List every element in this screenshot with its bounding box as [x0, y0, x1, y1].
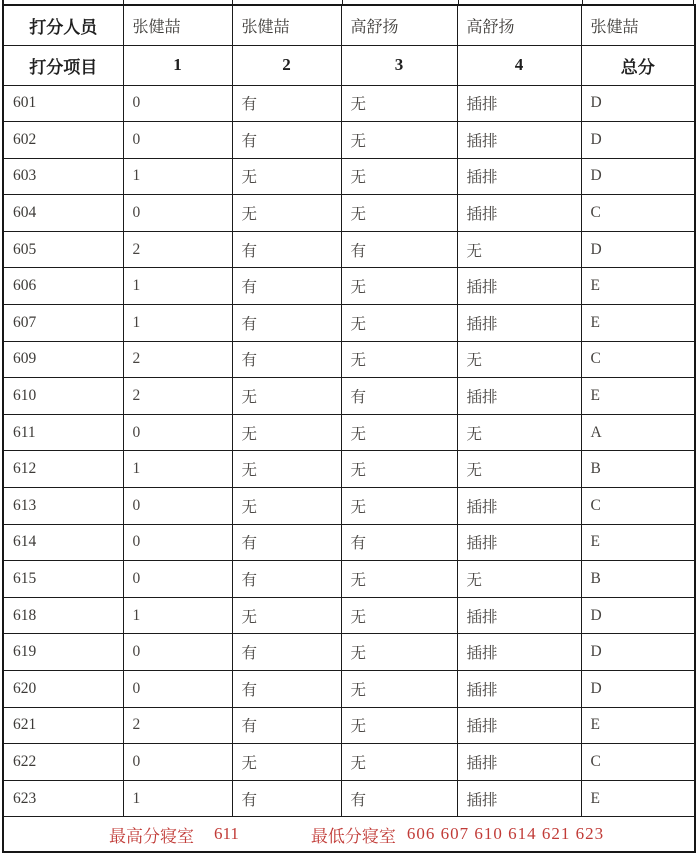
- item-row-label: 打分项目: [3, 45, 123, 85]
- score-item-1: 2: [123, 378, 232, 415]
- room-number: 619: [3, 634, 123, 671]
- score-item-4: 插排: [457, 158, 581, 195]
- score-item-1: 1: [123, 597, 232, 634]
- score-item-4: 插排: [457, 305, 581, 342]
- item-header-2: 2: [232, 45, 341, 85]
- room-number: 612: [3, 451, 123, 488]
- column-rule-stub: [459, 0, 583, 4]
- scorer-name-total: 张健喆: [581, 5, 695, 45]
- table-row: [3, 378, 695, 415]
- score-item-3: 有: [341, 231, 457, 268]
- total-grade: E: [581, 378, 695, 415]
- score-item-2: 有: [232, 341, 341, 378]
- score-item-3: 无: [341, 195, 457, 232]
- score-item-3: 无: [341, 744, 457, 781]
- score-item-2: 无: [232, 195, 341, 232]
- table-row: [3, 231, 695, 268]
- score-item-3: 无: [341, 305, 457, 342]
- table-row: [3, 524, 695, 561]
- room-number: 620: [3, 671, 123, 708]
- scorer-name-2: 张健喆: [232, 5, 341, 45]
- item-header-row: [3, 45, 695, 85]
- table-row: [3, 707, 695, 744]
- score-item-3: 有: [341, 524, 457, 561]
- score-item-2: 有: [232, 231, 341, 268]
- score-item-4: 插排: [457, 122, 581, 159]
- score-item-3: 无: [341, 597, 457, 634]
- score-item-1: 1: [123, 780, 232, 817]
- total-grade: D: [581, 671, 695, 708]
- score-item-4: 插排: [457, 597, 581, 634]
- score-item-3: 有: [341, 780, 457, 817]
- table-row: [3, 341, 695, 378]
- total-grade: E: [581, 524, 695, 561]
- score-item-1: 0: [123, 744, 232, 781]
- highest-room-label: 最高分寝室: [109, 826, 194, 846]
- table-row: [3, 414, 695, 451]
- score-item-2: 有: [232, 305, 341, 342]
- column-rule-stub: [343, 0, 459, 4]
- score-item-1: 2: [123, 231, 232, 268]
- total-grade: A: [581, 414, 695, 451]
- score-item-4: 插排: [457, 744, 581, 781]
- table-row: [3, 85, 695, 122]
- scoring-table: [2, 4, 696, 853]
- score-item-3: 无: [341, 341, 457, 378]
- score-item-2: 有: [232, 671, 341, 708]
- scorer-name-4: 高舒扬: [457, 5, 581, 45]
- room-number: 623: [3, 780, 123, 817]
- table-row: [3, 122, 695, 159]
- score-item-3: 无: [341, 158, 457, 195]
- score-item-3: 无: [341, 561, 457, 598]
- total-grade: E: [581, 268, 695, 305]
- score-item-4: 插排: [457, 671, 581, 708]
- room-number: 606: [3, 268, 123, 305]
- score-item-1: 1: [123, 305, 232, 342]
- lowest-room-label: 最低分寝室: [310, 826, 396, 846]
- column-rule-stub: [2, 0, 124, 4]
- item-header-3: 3: [341, 45, 457, 85]
- score-item-2: 无: [232, 414, 341, 451]
- score-item-4: 无: [457, 451, 581, 488]
- room-number: 621: [3, 707, 123, 744]
- score-item-2: 有: [232, 561, 341, 598]
- score-item-4: 插排: [457, 85, 581, 122]
- column-rule-stub: [233, 0, 342, 4]
- score-item-1: 1: [123, 451, 232, 488]
- score-item-2: 无: [232, 451, 341, 488]
- score-item-2: 有: [232, 524, 341, 561]
- total-grade: B: [581, 561, 695, 598]
- total-grade: C: [581, 341, 695, 378]
- score-item-3: 无: [341, 707, 457, 744]
- room-number: 604: [3, 195, 123, 232]
- total-grade: E: [581, 780, 695, 817]
- item-header-total: 总分: [581, 45, 695, 85]
- score-item-4: 插排: [457, 195, 581, 232]
- score-item-1: 0: [123, 488, 232, 525]
- summary-row: [3, 817, 695, 852]
- score-item-4: 插排: [457, 634, 581, 671]
- score-item-2: 有: [232, 85, 341, 122]
- room-number: 605: [3, 231, 123, 268]
- score-item-3: 无: [341, 634, 457, 671]
- column-rule-stub: [124, 0, 233, 4]
- table-top-edge: [2, 0, 694, 4]
- score-item-3: 无: [341, 122, 457, 159]
- score-item-2: 无: [232, 744, 341, 781]
- total-grade: D: [581, 231, 695, 268]
- total-grade: B: [581, 451, 695, 488]
- score-item-1: 0: [123, 122, 232, 159]
- score-item-3: 有: [341, 378, 457, 415]
- score-item-1: 0: [123, 561, 232, 598]
- score-item-3: 无: [341, 414, 457, 451]
- room-number: 618: [3, 597, 123, 634]
- total-grade: D: [581, 597, 695, 634]
- score-item-3: 无: [341, 268, 457, 305]
- item-header-1: 1: [123, 45, 232, 85]
- total-grade: E: [581, 707, 695, 744]
- scorer-name-3: 高舒扬: [341, 5, 457, 45]
- total-grade: C: [581, 195, 695, 232]
- score-item-2: 无: [232, 488, 341, 525]
- scorer-header-row: [3, 5, 695, 45]
- room-number: 615: [3, 561, 123, 598]
- score-item-1: 0: [123, 85, 232, 122]
- lowest-room-value: 606 607 610 614 621 623: [406, 824, 605, 844]
- summary-line: [13, 822, 694, 847]
- table-row: [3, 597, 695, 634]
- score-item-3: 无: [341, 488, 457, 525]
- score-item-2: 有: [232, 634, 341, 671]
- highest-room-value: 611: [214, 824, 239, 844]
- score-item-3: 无: [341, 85, 457, 122]
- score-item-4: 无: [457, 414, 581, 451]
- total-grade: C: [581, 744, 695, 781]
- summary-cell: [3, 817, 695, 852]
- score-item-4: 插排: [457, 707, 581, 744]
- score-item-4: 无: [457, 561, 581, 598]
- total-grade: E: [581, 305, 695, 342]
- score-item-1: 0: [123, 634, 232, 671]
- room-number: 613: [3, 488, 123, 525]
- score-item-4: 插排: [457, 378, 581, 415]
- score-item-2: 有: [232, 707, 341, 744]
- score-item-1: 0: [123, 524, 232, 561]
- item-header-4: 4: [457, 45, 581, 85]
- table-row: [3, 451, 695, 488]
- table-row: [3, 158, 695, 195]
- table-row: [3, 488, 695, 525]
- score-item-2: 有: [232, 268, 341, 305]
- table-row: [3, 268, 695, 305]
- total-grade: D: [581, 634, 695, 671]
- score-item-1: 0: [123, 195, 232, 232]
- score-item-4: 插排: [457, 488, 581, 525]
- room-number: 614: [3, 524, 123, 561]
- total-grade: D: [581, 158, 695, 195]
- table-row: [3, 744, 695, 781]
- score-item-1: 1: [123, 158, 232, 195]
- score-item-1: 2: [123, 341, 232, 378]
- table-row: [3, 305, 695, 342]
- room-number: 609: [3, 341, 123, 378]
- score-item-1: 1: [123, 268, 232, 305]
- score-item-2: 无: [232, 158, 341, 195]
- score-item-3: 无: [341, 671, 457, 708]
- total-grade: C: [581, 488, 695, 525]
- total-grade: D: [581, 122, 695, 159]
- room-number: 610: [3, 378, 123, 415]
- room-number: 611: [3, 414, 123, 451]
- scorer-row-label: 打分人员: [3, 5, 123, 45]
- score-item-4: 插排: [457, 524, 581, 561]
- score-item-1: 2: [123, 707, 232, 744]
- room-number: 602: [3, 122, 123, 159]
- scorer-name-1: 张健喆: [123, 5, 232, 45]
- score-item-4: 插排: [457, 780, 581, 817]
- score-item-2: 有: [232, 780, 341, 817]
- table-row: [3, 671, 695, 708]
- room-number: 622: [3, 744, 123, 781]
- score-item-1: 0: [123, 671, 232, 708]
- room-number: 601: [3, 85, 123, 122]
- room-number: 607: [3, 305, 123, 342]
- column-rule-stub: [583, 0, 694, 4]
- score-item-2: 有: [232, 122, 341, 159]
- score-item-3: 无: [341, 451, 457, 488]
- score-item-2: 无: [232, 597, 341, 634]
- score-item-2: 无: [232, 378, 341, 415]
- table-row: [3, 561, 695, 598]
- room-number: 603: [3, 158, 123, 195]
- score-item-4: 无: [457, 341, 581, 378]
- score-item-4: 插排: [457, 268, 581, 305]
- score-item-1: 0: [123, 414, 232, 451]
- table-row: [3, 195, 695, 232]
- total-grade: D: [581, 85, 695, 122]
- table-row: [3, 780, 695, 817]
- score-item-4: 无: [457, 231, 581, 268]
- table-row: [3, 634, 695, 671]
